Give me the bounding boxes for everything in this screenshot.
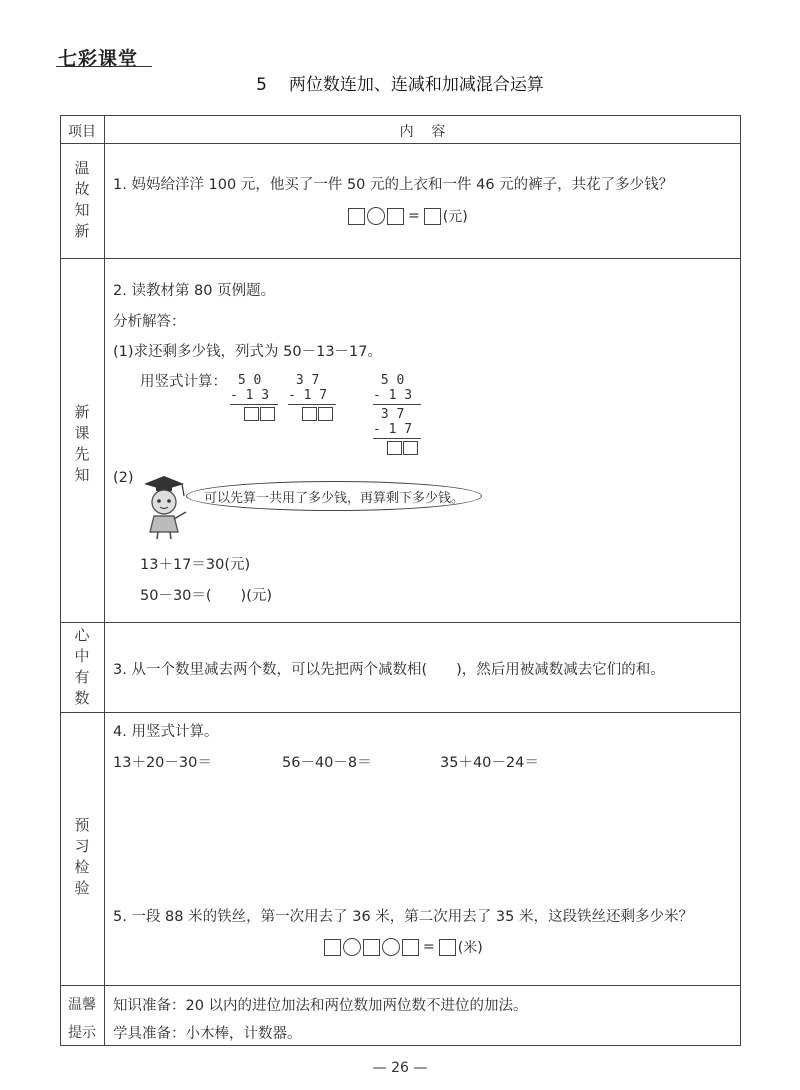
analysis-label: 分析解答： — [113, 314, 186, 330]
tip-tools: 学具准备：小木棒，计数器。 — [113, 1026, 302, 1042]
brand-underline — [56, 66, 152, 67]
part-1-text: (1)求还剩多少钱，列式为 50－13－17。 — [113, 344, 382, 360]
speech-bubble-text: 可以先算一共用了多少钱，再算剩下多少钱。 — [203, 490, 464, 506]
equation-frame-q5 — [324, 937, 483, 957]
equals-sign: = — [423, 939, 435, 955]
section-label-tips-1: 温馨 — [68, 997, 96, 1013]
question-5: 5. 一段 88 米的铁丝，第一次用去了 36 米，第二次用去了 35 米，这段铁丝还剩多少米？ — [113, 909, 693, 925]
answer-box[interactable] — [260, 407, 275, 421]
operator-circle[interactable] — [382, 938, 400, 956]
answer-box[interactable] — [387, 208, 404, 225]
section-label-preview: 预 习 检 验 — [74, 816, 90, 897]
lesson-number: 5 — [256, 75, 267, 95]
section-label-tips-2: 提示 — [68, 1025, 96, 1041]
brand-logo-text: 七彩课堂 — [58, 48, 139, 70]
step-2: 50－30＝( )(元) — [140, 588, 273, 604]
answer-box[interactable] — [318, 407, 333, 421]
section-label-new-lesson: 新 课 先 知 — [74, 403, 90, 484]
row-divider — [60, 985, 741, 986]
row-divider — [60, 712, 741, 713]
operator-circle[interactable] — [367, 207, 385, 225]
column-divider — [104, 115, 105, 1046]
vertical-calc-a: 5 0 - 1 3 — [230, 373, 278, 425]
col-header-content: 内 容 — [399, 124, 446, 140]
expression-1: 13＋20－30＝ — [113, 755, 212, 771]
expression-2: 56－40－8＝ — [282, 755, 372, 771]
question-2: 2. 读教材第 80 页例题。 — [113, 283, 276, 299]
vertical-calc-b: 3 7 - 1 7 — [288, 373, 336, 425]
page-number: — 26 — — [372, 1060, 428, 1076]
vertical-calc-c: 5 0 - 1 3 3 7 - 1 7 — [373, 373, 421, 459]
question-3: 3. 从一个数里减去两个数，可以先把两个减数相( )，然后用被减数减去它们的和。 — [113, 662, 665, 678]
lesson-title: 两位数连加、连减和加减混合运算 — [288, 75, 544, 95]
col-header-item: 项目 — [68, 124, 96, 140]
equation-frame-q1 — [348, 206, 468, 226]
answer-box[interactable] — [424, 208, 441, 225]
cartoon-girl-illustration — [138, 472, 190, 544]
row-divider — [60, 622, 741, 623]
answer-box[interactable] — [439, 939, 456, 956]
question-4: 4. 用竖式计算。 — [113, 724, 219, 740]
step-1: 13＋17＝30(元) — [140, 557, 251, 573]
answer-box[interactable] — [402, 939, 419, 956]
equals-sign: = — [408, 208, 420, 224]
page-title — [0, 70, 800, 95]
operator-circle[interactable] — [343, 938, 361, 956]
expression-3: 35＋40－24＝ — [440, 755, 539, 771]
answer-box[interactable] — [324, 939, 341, 956]
answer-box[interactable] — [363, 939, 380, 956]
answer-box[interactable] — [387, 441, 402, 455]
row-divider — [60, 143, 741, 144]
answer-box[interactable] — [244, 407, 259, 421]
section-label-review: 温 故 知 新 — [74, 159, 90, 240]
tip-knowledge: 知识准备：20 以内的进位加法和两位数加两位数不进位的加法。 — [113, 998, 528, 1014]
row-divider — [60, 258, 741, 259]
answer-box[interactable] — [348, 208, 365, 225]
answer-box[interactable] — [403, 441, 418, 455]
question-1: 1. 妈妈给洋洋 100 元，他买了一件 50 元的上衣和一件 46 元的裤子，共花了多少钱？ — [113, 177, 674, 193]
vertical-calc-label: 用竖式计算： — [140, 374, 227, 390]
section-label-key-point: 心 中 有 数 — [74, 626, 90, 707]
speech-bubble — [186, 481, 482, 511]
part-2-label: (2) — [113, 470, 134, 486]
unit-label: (米) — [457, 940, 483, 956]
answer-box[interactable] — [302, 407, 317, 421]
unit-label: (元) — [442, 209, 468, 225]
